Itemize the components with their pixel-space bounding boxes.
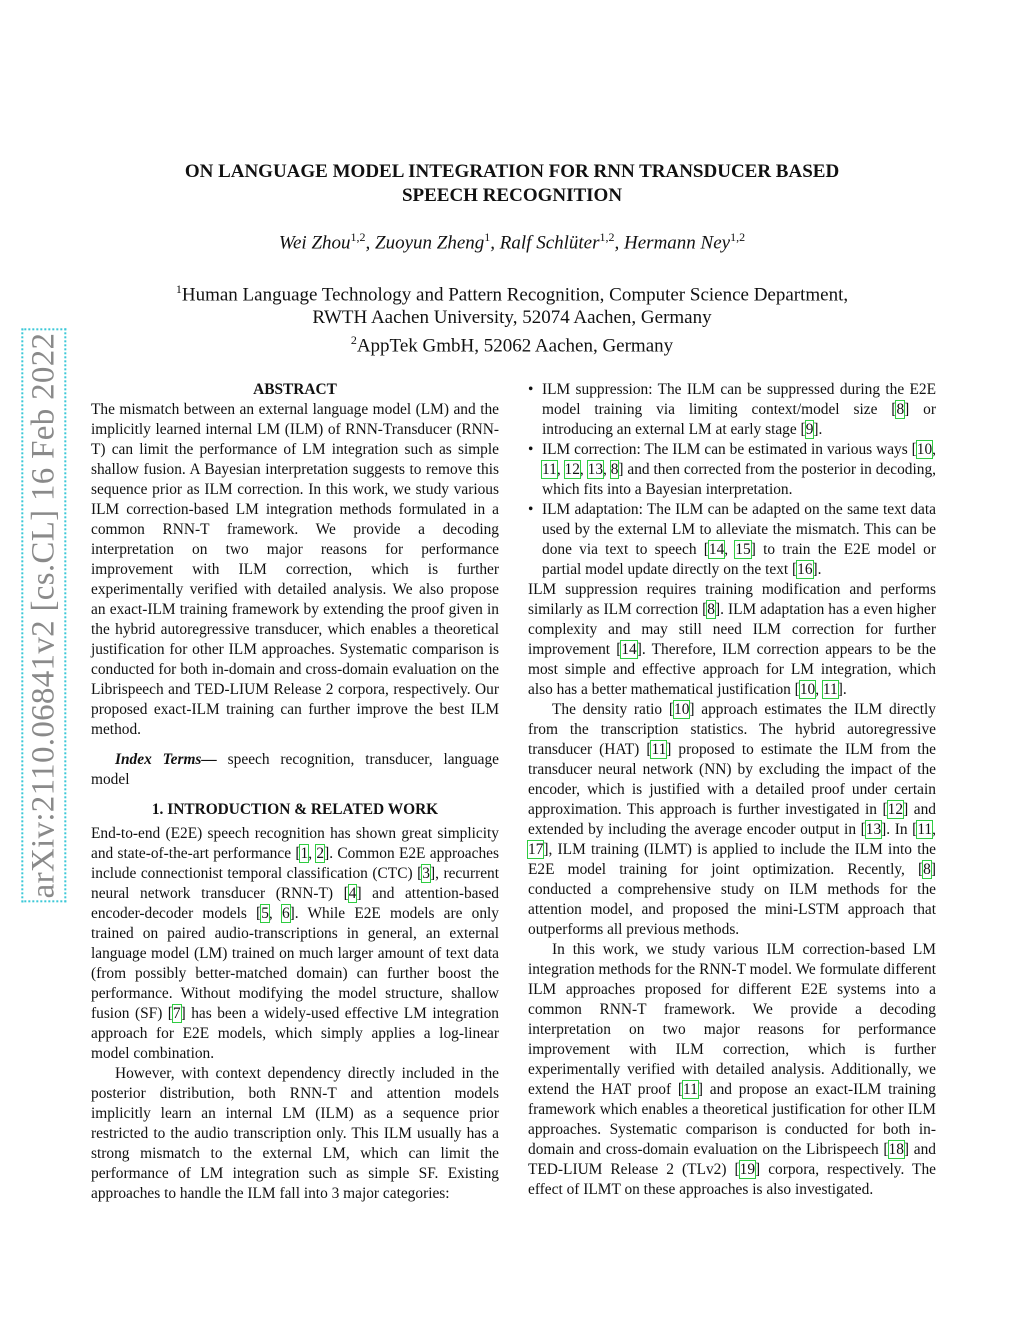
citation-link[interactable]: 11 [542, 461, 557, 478]
citation-link[interactable]: 14 [621, 641, 637, 658]
author-affiliation-marker: 1,2 [599, 230, 615, 244]
bullet-icon: • [528, 381, 534, 398]
citation-link[interactable]: 13 [587, 461, 604, 478]
citation-link[interactable]: 8 [896, 401, 905, 418]
citation-link[interactable]: 5 [261, 905, 269, 922]
affiliation-1-line-1 [120, 278, 904, 306]
intro-paragraph-3: ILM suppression requires training modification and performs similarly as ILM correction [8]. ILM adaptation has a even higher complexity and may still need ILM correction for further improvement [14]. Therefore, ILM correction appears to be the most simple and effective approach for LM integration, which also has a better mathematical justification [10, 11]. [528, 581, 936, 698]
affiliation-2-line [120, 329, 904, 357]
citation-link[interactable]: 11 [822, 681, 838, 698]
affiliation-1-marker: 1 [175, 282, 182, 296]
list-item [528, 500, 936, 580]
citation-link[interactable]: 9 [805, 421, 814, 438]
arxiv-stamp-text[interactable]: arXiv:2110.06841v2 [cs.CL] 16 Feb 2022 [25, 332, 62, 898]
citation-link[interactable]: 17 [528, 841, 544, 858]
intro-paragraph-5: In this work, we study various ILM correction-based LM integration methods for the RNN-T model. We formulate different ILM approaches proposed for different E2E systems into a common RNN-T framework. We provide a decoding interpretation on two major reasons for performance improvement with ILM correction, which is further experimentally verified with detailed analysis. Additionally, we extend the HAT proof [11] and propose an exact-ILM training framework which enables a theoretical justification for other ILM approaches. Systematic comparison is conducted for both in-domain and cross-domain evaluation on the Librispeech [18] and TED-LIUM Release 2 (TLv2) [19] corpora, respectively. The effect of ILMT on these approaches is also investigated. [528, 941, 936, 1198]
citation-link[interactable]: 4 [348, 885, 357, 902]
paper-title-line-1: ON LANGUAGE MODEL INTEGRATION FOR RNN TRANSDUCER BASED [184, 161, 840, 182]
bullet-icon: • [528, 441, 534, 458]
author-affiliation-marker: 1 [484, 230, 491, 244]
list-item [528, 380, 936, 440]
citation-link[interactable]: 11 [683, 1081, 698, 1098]
citation-link[interactable]: 13 [865, 821, 882, 838]
citation-link[interactable]: 11 [651, 741, 667, 758]
citation-link[interactable]: 18 [888, 1141, 904, 1158]
author-affiliation-marker: 1,2 [350, 230, 366, 244]
section-1-heading: 1. INTRODUCTION & RELATED WORK [151, 801, 439, 818]
citation-link[interactable]: 10 [916, 441, 933, 458]
citation-link[interactable]: 15 [735, 541, 751, 558]
affiliation-2-marker: 2 [350, 333, 357, 348]
citation-link[interactable]: 16 [797, 561, 813, 578]
intro-paragraph-1: End-to-end (E2E) speech recognition has shown great simplicity and state-of-the-art performance [1, 2]. Common E2E approaches include connectionist temporal classification (CTC) [3], recurrent neural network transducer (RNN-T) [4] and attention-based encoder-decoder models [5, 6]. While E2E models are only trained on paired audio-transcriptions in general, an external language model (LM) trained on much larger amount of text data (from possibly better-matched domain) can further boost the performance. Without modifying the model structure, shallow fusion (SF) [7] has been a widely-used effective LM integration approach for E2E models, which simply applies a log-linear model combination. [91, 825, 499, 1062]
citation-link[interactable]: 12 [887, 801, 904, 818]
affiliation-1-text: Human Language Technology and Pattern Recognition, Computer Science Department, [181, 284, 849, 306]
list-item-text: ILM adaptation: The ILM can be adapted on the same text data used by the external LM to alleviate the mismatch. This can be done via text to speech [14, 15] to train the E2E model or partial model update directly on the text [16]. [542, 501, 936, 578]
affiliation-1-line-2: RWTH Aachen University, 52074 Aachen, Germany [312, 307, 712, 329]
affiliation-2-text: AppTek GmbH, 52062 Aachen, Germany [356, 335, 674, 357]
author-name: Ralf Schlüter [499, 232, 600, 254]
abstract-heading: ABSTRACT [253, 381, 337, 398]
index-terms-text: speech recognition, transducer, language model [91, 751, 499, 788]
citation-link[interactable]: 12 [564, 461, 580, 478]
citation-link[interactable]: 3 [422, 865, 430, 882]
index-terms [91, 750, 499, 790]
citation-link[interactable]: 8 [707, 601, 715, 618]
citation-link[interactable]: 10 [799, 681, 816, 698]
citation-link[interactable]: 8 [610, 461, 619, 478]
intro-paragraph-4: The density ratio [10] approach estimates the ILM directly from the transcription statistics. The hybrid autoregressive transducer (HAT) [11] proposed to estimate the ILM from the transducer neural network (NN) by excluding the impact of the encoder, which is justified with a detailed proof under certain approximation. This approach is further investigated in [12] and extended by including the average encoder output in [13]. In [11, 17], ILM training (ILMT) is applied to include the ILM into the E2E model training for joint optimization. Recently, [8] conducted a comprehensive study on ILM methods for the attention model, and proposed the mini-LSTM approach that outperforms all previous methods. [528, 701, 937, 938]
abstract-text: The mismatch between an external language model (LM) and the implicitly learned internal LM (ILM) of RNN-Transducer (RNN-T) can limit the performance of LM integration such as simple shallow fusion. A Bayesian interpretation suggests to remove this sequence prior as ILM correction. In this work, we study various ILM correction-based LM integration methods formulated in a common RNN-T framework. We provide a decoding interpretation on two major reasons for performance improvement with ILM correction, which is further experimentally verified with detailed analysis. We also propose an exact-ILM training framework by extending the proof given in the hybrid autoregressive transducer, which enables a theoretical justification for other ILM approaches. Systematic comparison is conducted for both in-domain and cross-domain evaluation on the Librispeech and TED-LIUM Release 2 corpora, respectively. Our proposed exact-ILM training can further improve the best ILM method. [91, 401, 499, 738]
arxiv-identifier-stamp [8, 320, 80, 910]
author-affiliation-marker: 1,2 [730, 230, 746, 244]
bullet-icon: • [528, 501, 534, 518]
paper-title-line-2: SPEECH RECOGNITION [401, 185, 623, 206]
citation-link[interactable]: 7 [172, 1005, 181, 1022]
citation-link[interactable]: 1 [300, 845, 309, 862]
author-list: Wei Zhou$^{1,2}$, Zuoyun Zheng$^1$, Ralf Schlüter$^{1,2}$, Hermann Ney$^{1,2}$ [278, 230, 746, 254]
citation-link[interactable]: 6 [281, 905, 290, 922]
citation-link[interactable]: 14 [708, 541, 725, 558]
citation-link[interactable]: 2 [316, 845, 325, 862]
list-item [528, 440, 936, 500]
list-item-text: ILM correction: The ILM can be estimated in various ways [10, 11, 12, 13, 8] and then corrected from the posterior in decoding, which fits into a Bayesian interpretation. [542, 441, 936, 498]
intro-paragraph-2: However, with context dependency directly included in the posterior distribution, both RNN-T and attention models implicitly learn an internal LM (ILM) as a sequence prior restricted to the audio transcription only. This ILM usually has a strong mismatch to the external LM, which can limit the performance of LM integration such as simple SF. Existing approaches to handle the ILM fall into 3 major categories: [91, 1065, 499, 1202]
author-name: Wei Zhou [278, 232, 351, 254]
right-column [528, 380, 936, 1200]
author-name: Zuoyun Zheng [375, 232, 485, 254]
citation-link[interactable]: 11 [917, 821, 933, 838]
author-name: Hermann Ney [624, 232, 731, 254]
affiliations [120, 278, 904, 358]
ilm-category-list [528, 380, 936, 580]
left-column [91, 380, 499, 1204]
paper-title [120, 160, 904, 208]
citation-link[interactable]: 10 [674, 701, 690, 718]
list-item-text: ILM suppression: The ILM can be suppressed during the E2E model training via limiting context/model size [8] or introducing an external LM at early stage [9]. [542, 381, 936, 438]
citation-link[interactable]: 8 [923, 861, 931, 878]
citation-link[interactable]: 19 [739, 1161, 756, 1178]
index-terms-label: Index Terms— [115, 751, 217, 768]
